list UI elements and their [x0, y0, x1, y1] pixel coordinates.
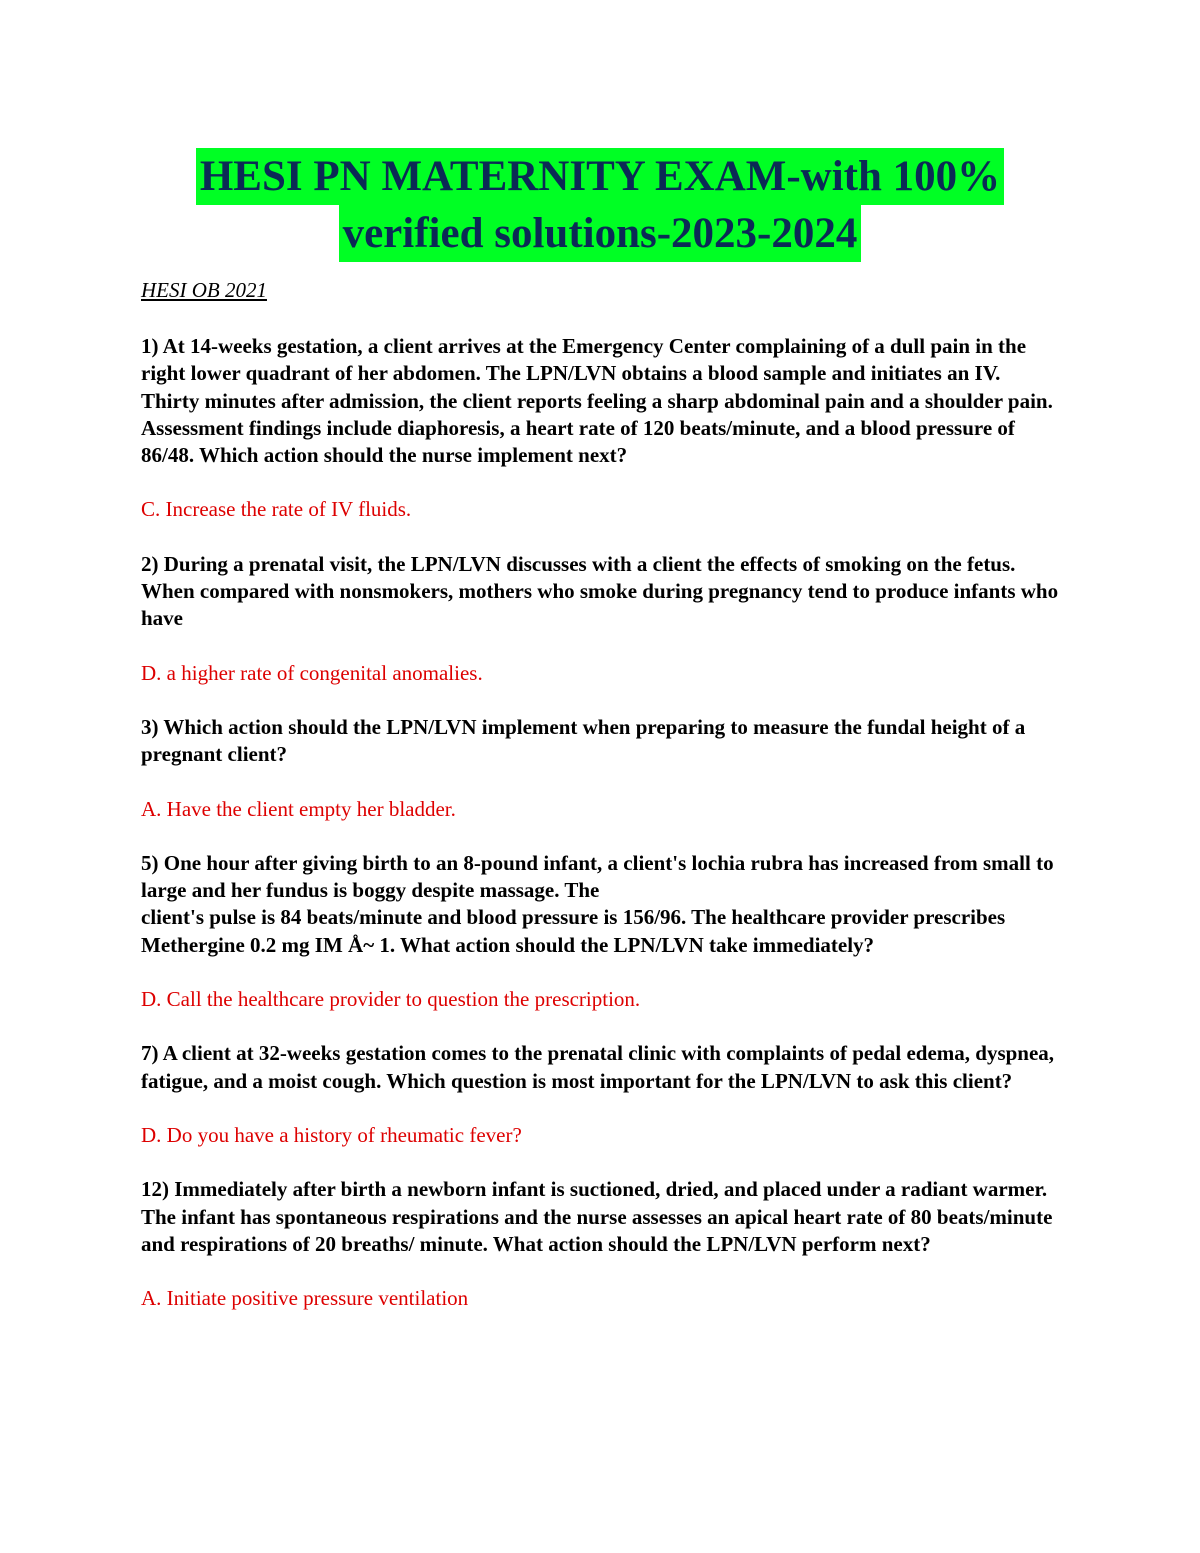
question-7: 7) A client at 32-weeks gestation comes to the prenatal clinic with complaints of pedal edema, dyspnea, fatigue, and a moist cough. Which question is most important for the LPN/LVN to ask this client?: [141, 1041, 1055, 1093]
title-line-2: verified solutions-2023-2024: [339, 205, 862, 262]
question-1: 1) At 14-weeks gestation, a client arrives at the Emergency Center complaining of a dull pain in the right lower quadrant of her abdomen. The LPN/LVN obtains a blood sample and initiates an IV. Thirty minutes after admission, the client reports feeling a sharp abdominal pain and a shoulder pain. Assessment findings include diaphoresis, a heart rate of 120 beats/minute, and a blood pressure of 86/48. Which action should the nurse implement next?: [141, 334, 1053, 468]
title-line-1: HESI PN MATERNITY EXAM-with 100%: [196, 148, 1004, 205]
document-title: [0, 148, 1200, 262]
question-5: [141, 850, 1061, 959]
answer-3: A. Have the client empty her bladder.: [141, 796, 456, 821]
question-5-line-1: 5) One hour after giving birth to an 8-pound infant, a client's lochia rubra has increased from small to large and her fundus is boggy despite massage. The: [141, 850, 1054, 903]
answer-12: A. Initiate positive pressure ventilation: [141, 1286, 469, 1311]
answer-1: C. Increase the rate of IV fluids.: [141, 497, 412, 522]
question-12: 12) Immediately after birth a newborn infant is suctioned, dried, and placed under a radiant warmer. The infant has spontaneous respirations and the nurse assesses an apical heart rate of 80 beats/minute and respirations of 20 breaths/ minute. What action should the LPN/LVN perform next?: [141, 1177, 1053, 1256]
document-subtitle: HESI OB 2021: [141, 278, 267, 302]
question-2: 2) During a prenatal visit, the LPN/LVN discusses with a client the effects of smoking on the fetus. When compared with nonsmokers, mothers who smoke during pregnancy tend to produce infants who have: [141, 551, 1059, 631]
question-list: [141, 333, 1061, 1339]
question-3: 3) Which action should the LPN/LVN implement when preparing to measure the fundal height of a pregnant client?: [141, 714, 1026, 767]
answer-7: D. Do you have a history of rheumatic fever?: [141, 1122, 522, 1147]
question-5-line-2: client's pulse is 84 beats/minute and blood pressure is 156/96. The healthcare provider prescribes Methergine 0.2 mg IM Å~ 1. What action should the LPN/LVN take immediately?: [141, 905, 1006, 957]
answer-2: D. a higher rate of congenital anomalies.: [141, 660, 483, 685]
answer-5: D. Call the healthcare provider to question the prescription.: [141, 987, 641, 1012]
